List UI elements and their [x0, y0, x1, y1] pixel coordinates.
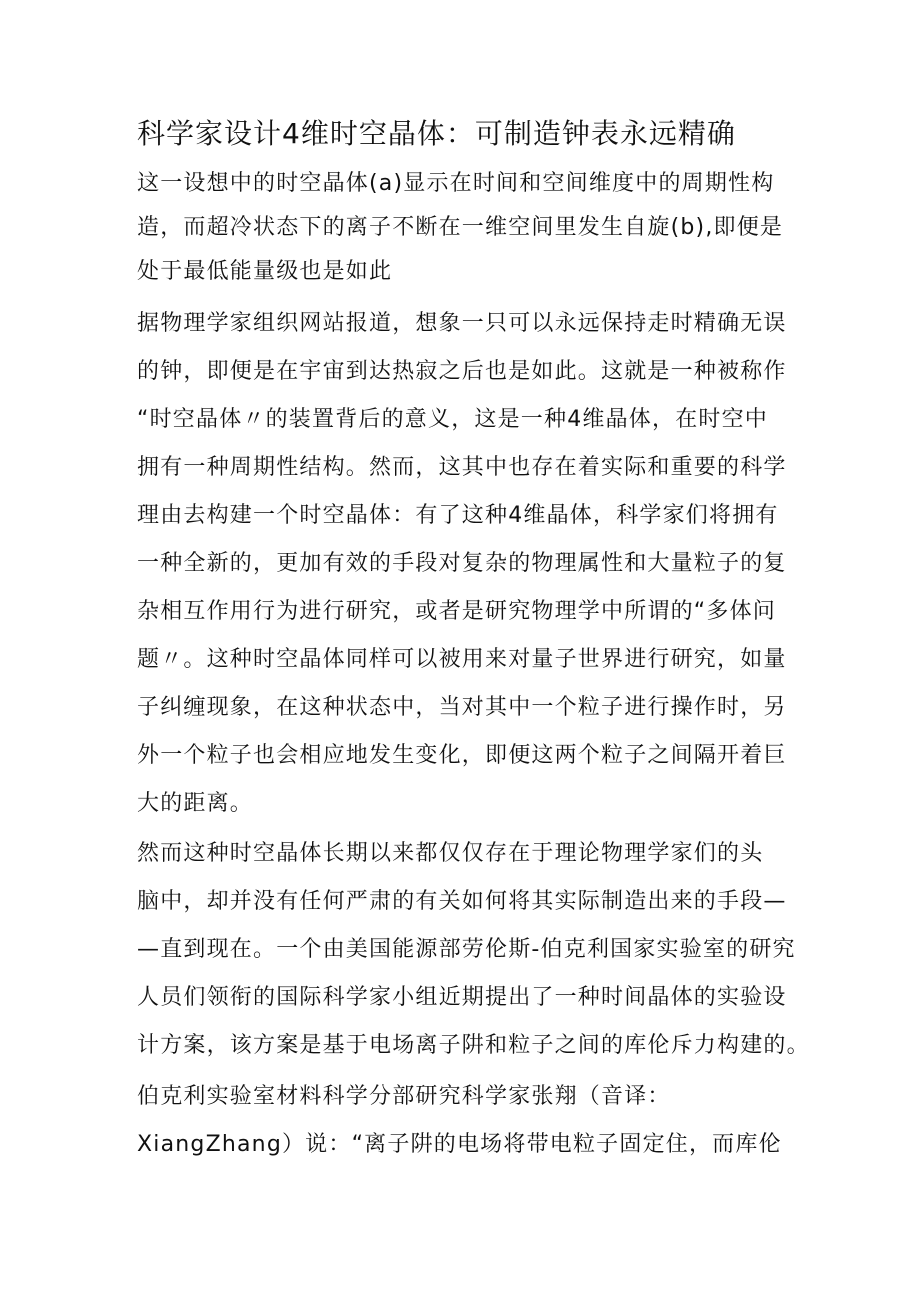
paragraph-line: 子纠缠现象，在这种状态中，当对其中一个粒子进行操作时，另 — [137, 695, 787, 720]
paragraph-line: 人员们领衔的国际科学家小组近期提出了一种时间晶体的实验设 — [137, 985, 787, 1010]
paragraph-line: 拥有一种周期性结构。然而，这其中也存在着实际和重要的科学 — [137, 455, 787, 480]
paragraph-2 — [137, 830, 810, 1070]
paragraph-line: 然而这种时空晶体长期以来都仅仅存在于理论物理学家们的头 — [137, 841, 764, 866]
paragraph-line: XiangZhang）说：“离子阱的电场将带电粒子固定住，而库伦 — [137, 1132, 782, 1157]
paragraph-line: “时空晶体〃的装置背后的意义，这是一种4维晶体，在时空中 — [137, 407, 768, 432]
paragraph-line: 杂相互作用行为进行研究，或者是研究物理学中所谓的“多体问 — [137, 599, 776, 624]
paragraph-line: 据物理学家组织网站报道，想象一只可以永远保持走时精确无误 — [137, 311, 787, 336]
paragraph-1 — [137, 300, 797, 828]
paragraph-line: 计方案，该方案是基于电场离子阱和粒子之间的库伦斥力构建的。 — [137, 1033, 810, 1058]
paragraph-line: —直到现在。一个由美国能源部劳伦斯-伯克利国家实验室的研究 — [137, 937, 796, 962]
paragraph-line: 题〃。这种时空晶体同样可以被用来对量子世界进行研究，如量 — [137, 647, 787, 672]
paragraph-3 — [137, 1073, 797, 1169]
caption-line: 处于最低能量级也是如此 — [137, 259, 393, 284]
paragraph-line: 理由去构建一个时空晶体：有了这种4维晶体，科学家们将拥有 — [137, 503, 779, 528]
figure-caption — [137, 162, 797, 294]
paragraph-line: 的钟，即便是在宇宙到达热寂之后也是如此。这就是一种被称作 — [137, 359, 787, 384]
paragraph-line: 大的距离。 — [137, 791, 254, 816]
caption-line: 造，而超冷状态下的离子不断在一维空间里发生自旋(b),即便是 — [137, 215, 784, 240]
paragraph-line: 外一个粒子也会相应地发生变化，即便这两个粒子之间隔开着巨 — [137, 743, 787, 768]
paragraph-line: 一种全新的，更加有效的手段对复杂的物理属性和大量粒子的复 — [137, 551, 787, 576]
caption-line: 这一设想中的时空晶体(a)显示在时间和空间维度中的周期性构 — [137, 171, 775, 196]
paragraph-line: 脑中，却并没有任何严肃的有关如何将其实际制造出来的手段— — [137, 889, 787, 914]
article-title: 科学家设计4维时空晶体：可制造钟表永远精确 — [137, 117, 736, 150]
paragraph-line: 伯克利实验室材料科学分部研究科学家张翔（音译： — [137, 1084, 671, 1109]
